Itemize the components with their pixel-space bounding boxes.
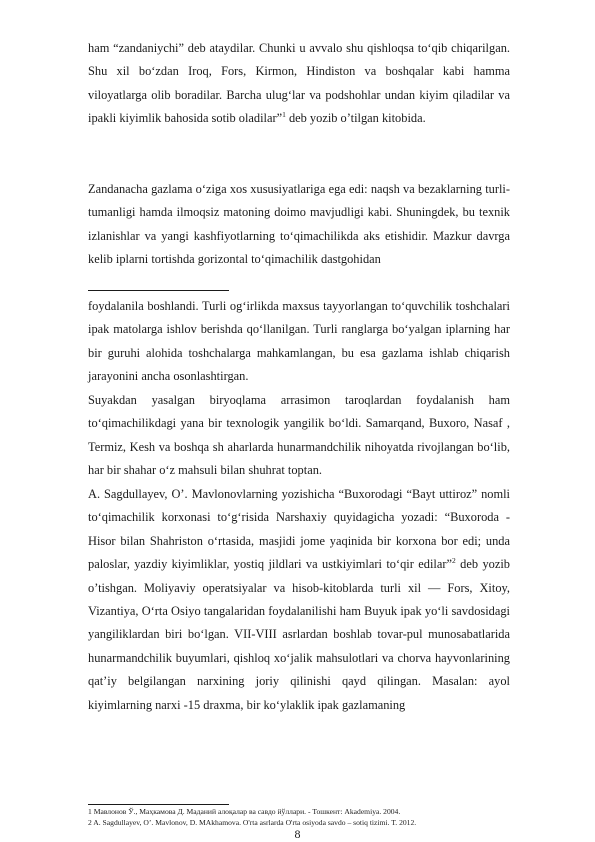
paragraph-5-tail: deb yozib o’tishgan. Moliyaviy operatsiyalar va hisob-kitoblarda turli xil — Fors, Xitoy, Vizantiya, O‘rta Osiyo tangalaridan foydalanilishi ham Buyuk ipak yo‘li savdosidagi yangiliklardan biri bo‘lgan. VII-VIII asrlardan boshlab tovar-pul munosabatlarida hunarmandchilik buyumlari, qishloq xo‘jalik mahsulotlari va chorva hayvonlarining qat’iy belgilangan narxining joriy qilinishi qayd qilingan. Masalan: ayol kiyimlarning narxi -15 draxma, bir ko‘ylaklik ipak gazlamaning — [88, 557, 511, 712]
paragraph-1-tail: deb yozib o’tilgan kitobida. — [285, 111, 426, 126]
footnote-2: 2 A. Sagdullayev, O’. Mavlonov, D. MAkhamova. O'rta asrlarda O'rta osiyoda savdo – sotiq tizimi. T. 2012. — [88, 818, 417, 827]
page-number: 8 — [294, 827, 301, 841]
footnote-1: 1 Мавлонов Ў., Маҳкамова Д. Маданий алоқалар ва савдо йўллари. - Тошкент: Akademiya. 2004. — [88, 807, 401, 816]
paragraph-5-text: A. Sagdullayev, O’. Mavlonovlarning yozishicha “Buxorodagi “Bayt uttiroz” nomli to‘qimachilik korxonasi to‘g‘risida Narshaxiy quyidagicha yozadi: “Buxoroda - Hisor bilan Shahriston o‘rtasida, masjidi jome yaqinida bir korxona bor edi; unda paloslar, yazdiy kiyimliklar, yostiq jildlari va ustkiyimlari to‘qir edilar” — [88, 487, 510, 572]
paragraph-2-text: Zandanacha gazlama o‘ziga xos xususiyatlariga ega edi: naqsh va bezaklarning turli-tumanligi hamda ilmoqsiz matoning doimo mavjudligi kabi. Shuningdek, bu texnik izlanishlar va yangi kashfiyotlarning to‘qimachilikda aks etishidir. Mazkur davrga kelib iplarni tortishda gorizontal to‘qimachilik dastgohidan — [88, 182, 510, 267]
footnote-ref-1[interactable]: 1 — [282, 110, 286, 120]
paragraph-3-text: foydalanila boshlandi. Turli og‘irlikda maxsus tayyorlangan to‘quvchilik toshchalari ipak matolarga ishlov berishda qo‘llanilgan. Turli ranglarga bo‘yalgan iplarning har bir guruhi alohida toshchalarga mahkamlangan, bu esa gazlama ishlab chiqarish jarayonini ancha osonlashtirgan. — [88, 299, 510, 384]
page-break-rule — [88, 290, 229, 291]
paragraph-4 — [88, 389, 510, 483]
paragraph-3 — [88, 295, 510, 389]
paragraph-5 — [88, 483, 510, 717]
paragraph-4-text: Suyakdan yasalgan biryoqlama arrasimon taroqlardan foydalanish ham to‘qimachilikdagi yana bir texnologik yangilik bo‘ldi. Samarqand, Buxoro, Nasaf , Termiz, Kesh va boshqa sh aharlarda hunarmandchilik nihoyatda rivojlangan bo‘lib, har bir shahar o‘z mahsuli bilan shuhrat toptan. — [88, 393, 510, 478]
paragraph-1 — [88, 37, 510, 131]
footnote-ref-2[interactable]: 2 — [452, 556, 456, 566]
paragraph-2 — [88, 178, 510, 272]
paragraph-1-text: ham “zandaniychi” deb ataydilar. Chunki u avvalo shu qishloqsa to‘qib chiqarilgan. Shu xil bo‘zdan Iroq, Fors, Kirmon, Hindiston va boshqalar kabi hamma viloyatlarga olib boradilar. Barcha ulug‘lar va podshohlar undan kiyim qiladilar va ipakli kiyimlik bahosida sotib oladilar” — [88, 41, 510, 126]
footnote-separator — [88, 804, 229, 805]
